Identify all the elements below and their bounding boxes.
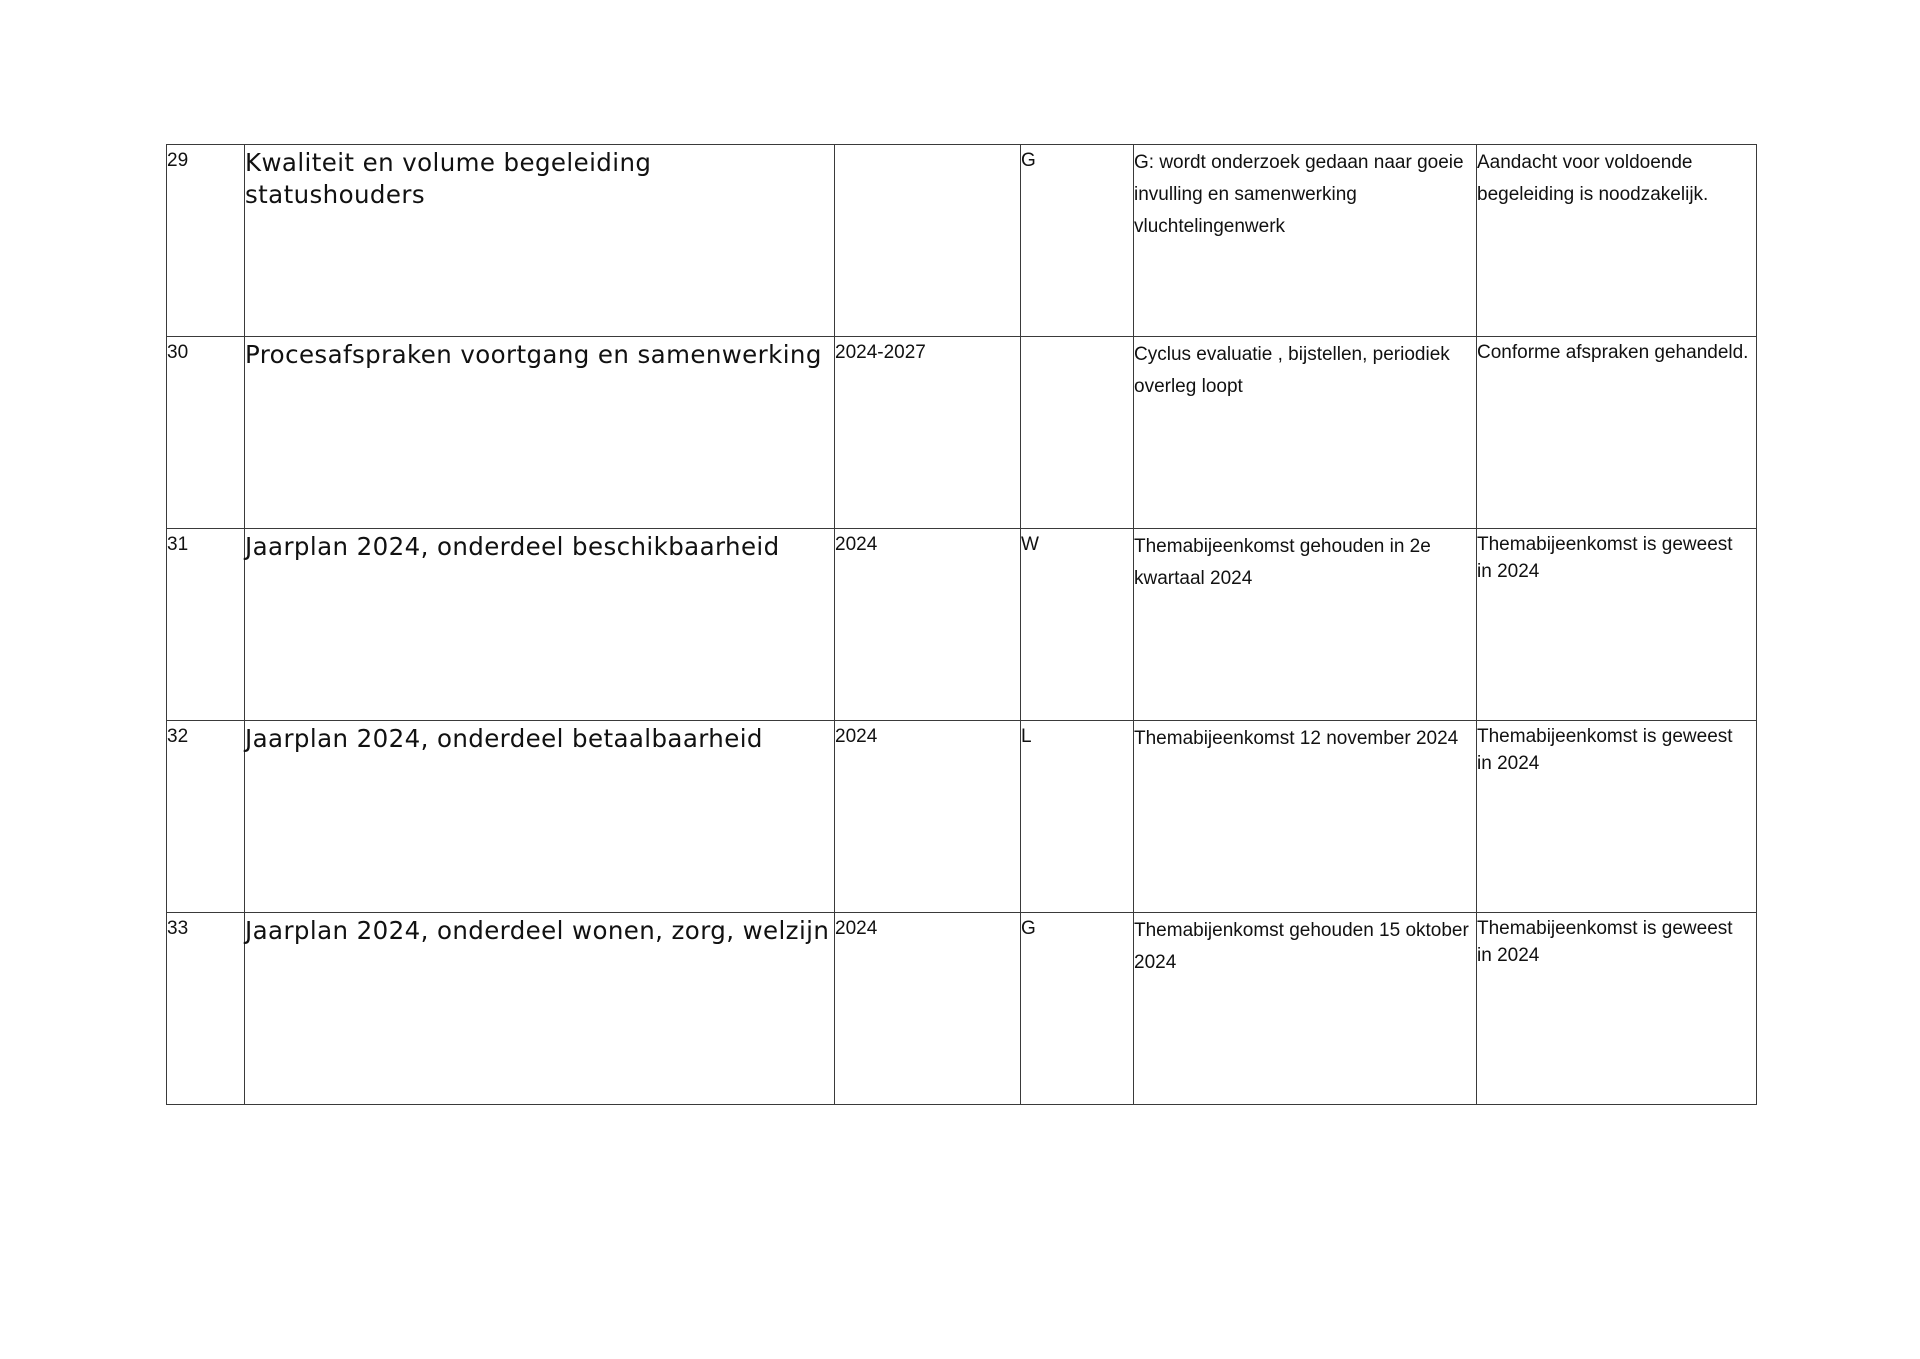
row-period: 2024 — [835, 529, 1021, 721]
agreements-table — [166, 144, 1757, 1105]
row-code: W — [1021, 529, 1134, 721]
row-remark: Themabijeenkomst is geweest in 2024 — [1477, 721, 1757, 913]
row-topic: Jaarplan 2024, onderdeel wonen, zorg, welzijn — [245, 913, 835, 1105]
table-row — [167, 145, 1757, 337]
row-number: 32 — [167, 721, 245, 913]
row-period: 2024 — [835, 721, 1021, 913]
row-status: Themabijeenkomst gehouden in 2e kwartaal 2024 — [1134, 529, 1477, 721]
table-row — [167, 721, 1757, 913]
row-code: L — [1021, 721, 1134, 913]
row-remark: Aandacht voor voldoende begeleiding is noodzakelijk. — [1477, 145, 1757, 337]
row-status: G: wordt onderzoek gedaan naar goeie invulling en samenwerking vluchtelingenwerk — [1134, 145, 1477, 337]
row-topic: Jaarplan 2024, onderdeel betaalbaarheid — [245, 721, 835, 913]
row-period — [835, 145, 1021, 337]
row-remark: Themabijeenkomst is geweest in 2024 — [1477, 913, 1757, 1105]
row-topic: Procesafspraken voortgang en samenwerking — [245, 337, 835, 529]
row-period: 2024 — [835, 913, 1021, 1105]
row-status: Themabijenkomst gehouden 15 oktober 2024 — [1134, 913, 1477, 1105]
row-topic: Jaarplan 2024, onderdeel beschikbaarheid — [245, 529, 835, 721]
row-code: G — [1021, 145, 1134, 337]
row-period: 2024-2027 — [835, 337, 1021, 529]
table-row — [167, 337, 1757, 529]
row-code: G — [1021, 913, 1134, 1105]
row-status: Cyclus evaluatie , bijstellen, periodiek overleg loopt — [1134, 337, 1477, 529]
row-code — [1021, 337, 1134, 529]
row-number: 33 — [167, 913, 245, 1105]
row-number: 30 — [167, 337, 245, 529]
row-topic: Kwaliteit en volume begeleiding statushouders — [245, 145, 835, 337]
row-remark: Conforme afspraken gehandeld. — [1477, 337, 1757, 529]
table-row — [167, 529, 1757, 721]
row-number: 29 — [167, 145, 245, 337]
row-status: Themabijeenkomst 12 november 2024 — [1134, 721, 1477, 913]
row-remark: Themabijeenkomst is geweest in 2024 — [1477, 529, 1757, 721]
table-row — [167, 913, 1757, 1105]
row-number: 31 — [167, 529, 245, 721]
